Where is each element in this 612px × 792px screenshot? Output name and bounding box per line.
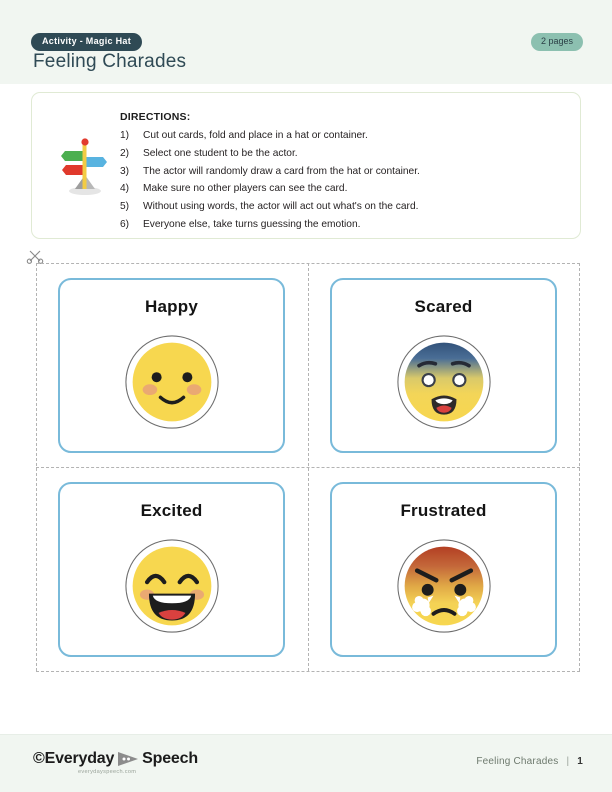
smiling-face-emoji [124, 334, 220, 430]
cut-line-vertical-left [36, 263, 37, 671]
play-triangle-logo [117, 751, 139, 767]
step-text: Without using words, the actor will act out what's on the card. [143, 201, 419, 213]
footer-doc-title: Feeling Charades [476, 756, 559, 767]
charades-card-happy[interactable] [58, 278, 285, 453]
cut-line-vertical-middle [308, 263, 309, 671]
step-number: 4) [120, 183, 130, 195]
footer-page-number: 1 [577, 756, 583, 767]
charades-card-scared[interactable] [330, 278, 557, 453]
brand-url: everydayspeech.com [78, 769, 137, 775]
card-label: Scared [414, 297, 473, 316]
step-text: The actor will randomly draw a card from the hat or container. [143, 165, 420, 177]
card-label: Frustrated [400, 501, 487, 520]
step-text: Make sure no other players can see the card. [143, 183, 348, 195]
fearful-face-emoji [396, 334, 492, 430]
charades-card-frustrated[interactable] [330, 482, 557, 657]
card-label: Excited [140, 501, 203, 520]
step-text: Cut out cards, fold and place in a hat or container. [143, 130, 368, 141]
step-number: 3) [120, 165, 130, 177]
copyright-symbol: © [33, 750, 45, 767]
brand-name-first: Everyday [44, 750, 115, 767]
step-number: 6) [120, 218, 130, 230]
directions-box [31, 92, 581, 239]
directions-list [120, 131, 566, 230]
directions-content [120, 111, 566, 238]
footer-separator: | [566, 756, 570, 767]
direction-step [120, 184, 566, 194]
directions-heading: DIRECTIONS: [120, 111, 191, 123]
step-number: 1) [120, 130, 130, 141]
brand-logo [33, 751, 198, 767]
step-text: Everyone else, take turns guessing the emotion. [143, 218, 361, 230]
page-title: Feeling Charades [33, 51, 187, 72]
steaming-angry-face-emoji [396, 538, 492, 634]
activity-badge: Activity - Magic Hat [31, 33, 142, 51]
cut-line-vertical-right [579, 263, 580, 671]
signpost-icon [59, 135, 111, 197]
direction-step [120, 167, 566, 177]
charades-card-excited[interactable] [58, 482, 285, 657]
cut-out-grid [36, 263, 580, 671]
page-header [0, 0, 612, 84]
step-number: 2) [120, 147, 130, 159]
brand-name-second: Speech [142, 750, 198, 767]
direction-step [120, 220, 566, 230]
cut-line-horizontal-bottom [36, 671, 580, 672]
page-footer [0, 734, 612, 792]
card-label: Happy [145, 297, 198, 316]
direction-step [120, 131, 566, 141]
direction-step [120, 202, 566, 212]
footer-doc-info [476, 756, 583, 767]
step-number: 5) [120, 201, 130, 213]
direction-step [120, 149, 566, 159]
page-count-badge: 2 pages [531, 33, 583, 51]
grinning-face-emoji [124, 538, 220, 634]
step-text: Select one student to be the actor. [143, 147, 298, 159]
